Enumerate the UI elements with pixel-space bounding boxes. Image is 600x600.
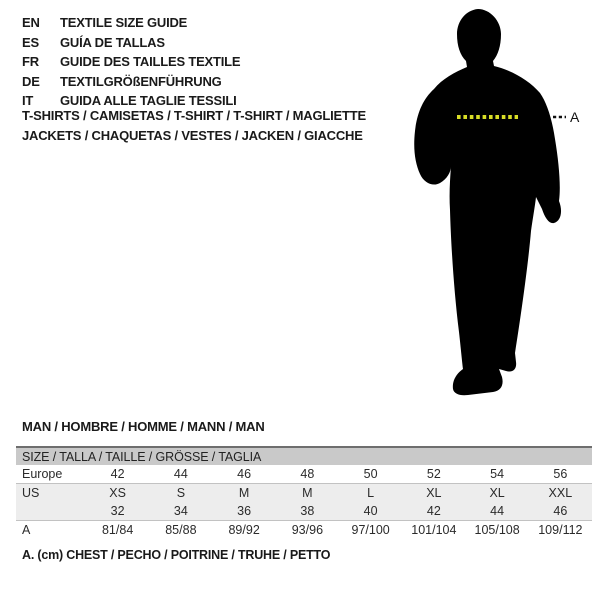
size-cell: 101/104 <box>402 521 465 540</box>
table-row-us <box>16 484 592 503</box>
size-cell: 42 <box>402 502 465 521</box>
lang-label: GUÍA DE TALLAS <box>60 34 165 50</box>
lang-code: FR <box>22 54 39 70</box>
size-cell: 32 <box>86 502 149 521</box>
table-header: SIZE / TALLA / TAILLE / GRÖSSE / TAGLIA <box>16 447 592 465</box>
lang-label: TEXTILGRÖßENFÜHRUNG <box>60 73 222 89</box>
size-cell: 85/88 <box>149 521 212 540</box>
size-cell: 46 <box>237 467 252 481</box>
size-cell: XL <box>402 484 465 503</box>
size-cell: 38 <box>276 502 339 521</box>
row-label <box>16 502 86 521</box>
size-cell: 97/100 <box>339 521 402 540</box>
measurement-footnote: A. (cm) CHEST / PECHO / POITRINE / TRUHE / PETTO <box>22 548 331 562</box>
row-label: A <box>16 521 86 540</box>
size-cell: 44 <box>466 502 529 521</box>
category-line-jackets: JACKETS / CHAQUETAS / VESTES / JACKEN / GIACCHE <box>22 128 363 143</box>
size-cell: 46 <box>529 502 592 521</box>
size-cell: 56 <box>553 467 568 481</box>
size-cell: 89/92 <box>213 521 276 540</box>
lang-label: TEXTILE SIZE GUIDE <box>60 15 188 30</box>
row-label: US <box>16 484 86 503</box>
size-cell: L <box>339 484 402 503</box>
size-cell: XS <box>86 484 149 503</box>
lang-label: GUIDA ALLE TAGLIE TESSILI <box>60 93 237 109</box>
size-cell: 34 <box>149 502 212 521</box>
size-cell: M <box>213 484 276 503</box>
section-title-man: MAN / HOMBRE / HOMME / MANN / MAN <box>22 419 265 434</box>
size-cell: 48 <box>300 467 315 481</box>
size-cell: XXL <box>529 484 592 503</box>
size-cell: 109/112 <box>529 521 592 540</box>
size-cell: S <box>149 484 212 503</box>
language-list <box>22 13 240 111</box>
lang-row-de <box>22 72 240 92</box>
lang-row-en <box>22 13 240 33</box>
lang-code: EN <box>22 15 40 30</box>
size-cell: 36 <box>213 502 276 521</box>
size-cell: 93/96 <box>276 521 339 540</box>
size-cell: 52 <box>426 467 441 481</box>
lang-label: GUIDE DES TAILLES TEXTILE <box>60 54 241 70</box>
table-row-europe <box>16 465 592 484</box>
table-header-row <box>16 447 592 465</box>
lang-row-es <box>22 33 240 53</box>
size-cell: XL <box>466 484 529 503</box>
size-cell: 44 <box>173 467 188 481</box>
size-cell: 40 <box>339 502 402 521</box>
lang-code: IT <box>22 93 34 109</box>
table-row-chest <box>16 521 592 540</box>
garment-categories <box>22 106 366 146</box>
size-guide-figure <box>390 0 595 412</box>
table-row-numeric <box>16 502 592 521</box>
size-cell: 54 <box>490 467 505 481</box>
row-label: Europe <box>22 467 63 481</box>
size-cell: 81/84 <box>86 521 149 540</box>
size-cell: M <box>276 484 339 503</box>
size-cell: 50 <box>363 467 378 481</box>
size-table <box>16 446 592 539</box>
size-cell: 42 <box>110 467 125 481</box>
lang-code: ES <box>22 34 39 50</box>
category-line-tshirts: T-SHIRTS / CAMISETAS / T-SHIRT / T-SHIRT / MAGLIETTE <box>22 108 366 123</box>
man-silhouette <box>414 9 561 395</box>
lang-code: DE <box>22 73 40 89</box>
lang-row-fr <box>22 52 240 72</box>
measure-label-a: A <box>570 109 580 125</box>
figure-svg <box>390 0 595 412</box>
size-cell: 105/108 <box>466 521 529 540</box>
